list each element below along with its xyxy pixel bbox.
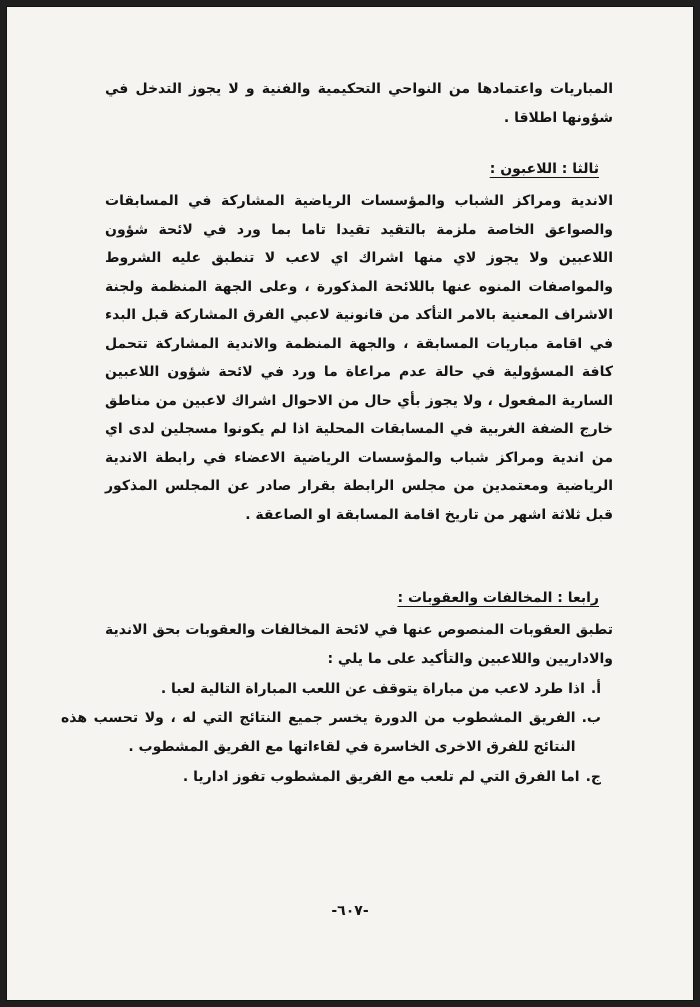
list-marker: ج. — [585, 769, 601, 785]
document-page — [6, 6, 694, 1001]
list-item — [61, 675, 601, 704]
violations-paragraph: تطبق العقوبات المنصوص عنها في لائحة المخالفات والعقوبات بحق الاندية والاداريين واللاعبين والتأكيد على ما يلي : — [105, 622, 613, 667]
page-number: -٦٠٧- — [331, 903, 369, 919]
list-marker: ب. — [581, 710, 601, 726]
section-heading-players: ثالثا : اللاعبون : — [489, 161, 599, 177]
intro-paragraph: المباريات واعتمادها من النواحي التحكيمية والفنية و لا يجوز التدخل في شؤونها اطلاقا . — [105, 81, 613, 126]
list-item — [61, 704, 601, 762]
section-heading-violations: رابعا : المخالفات والعقوبات : — [397, 590, 599, 606]
list-item-text: اذا طرد لاعب من مباراة يتوقف عن اللعب المباراة التالية لعبا . — [160, 681, 585, 697]
players-paragraph: الاندية ومراكز الشباب والمؤسسات الرياضية المشاركة في المسابقات والصواعق الخاصة ملزمة بالتقيد تقيدا تاما بما ورد في لائحة شؤون اللاعبين ولا يجوز لاي منها اشراك اي لاعب لا تنطبق عليه الشروط والمواصفات المنوه عنها باللائحة المذكورة ، وعلى الجهة المنظمة ولجنة الاشراف المعنية بالامر التأكد من قانونية لاعبي الفرق المشاركة قبل البدء في اقامة مباريات المسابقة ، والجهة المنظمة والاندية المشاركة تتحمل كافة المسؤولية في حالة عدم مراعاة ما ورد في لائحة شؤون اللاعبين السارية المفعول ، ولا يجوز بأي حال من الاحوال اشراك لاعبين من مناطق خارج الضفة الغربية في المسابقات المحلية اذا لم يكونوا مسجلين لدى اي من اندية ومراكز شباب والمؤسسات الرياضية الاعضاء في رابطة الاندية الرياضية ومعتمدين من مجلس الرابطة بقرار صادر عن المجلس المذكور قبل ثلاثة اشهر من تاريخ اقامة المسابقة او الصاعقة . — [105, 193, 613, 523]
list-item-text: اما الفرق التي لم تلعب مع الفريق المشطوب تفوز اداريا . — [182, 769, 580, 785]
list-item — [61, 763, 601, 792]
list-marker: أ. — [590, 681, 601, 697]
list-item-text: الفريق المشطوب من الدورة يخسر جميع النتائج التي له ، ولا تحسب هذه النتائج للفرق الاخرى الخاسرة في لقاءاتها مع الفريق المشطوب . — [61, 710, 576, 755]
